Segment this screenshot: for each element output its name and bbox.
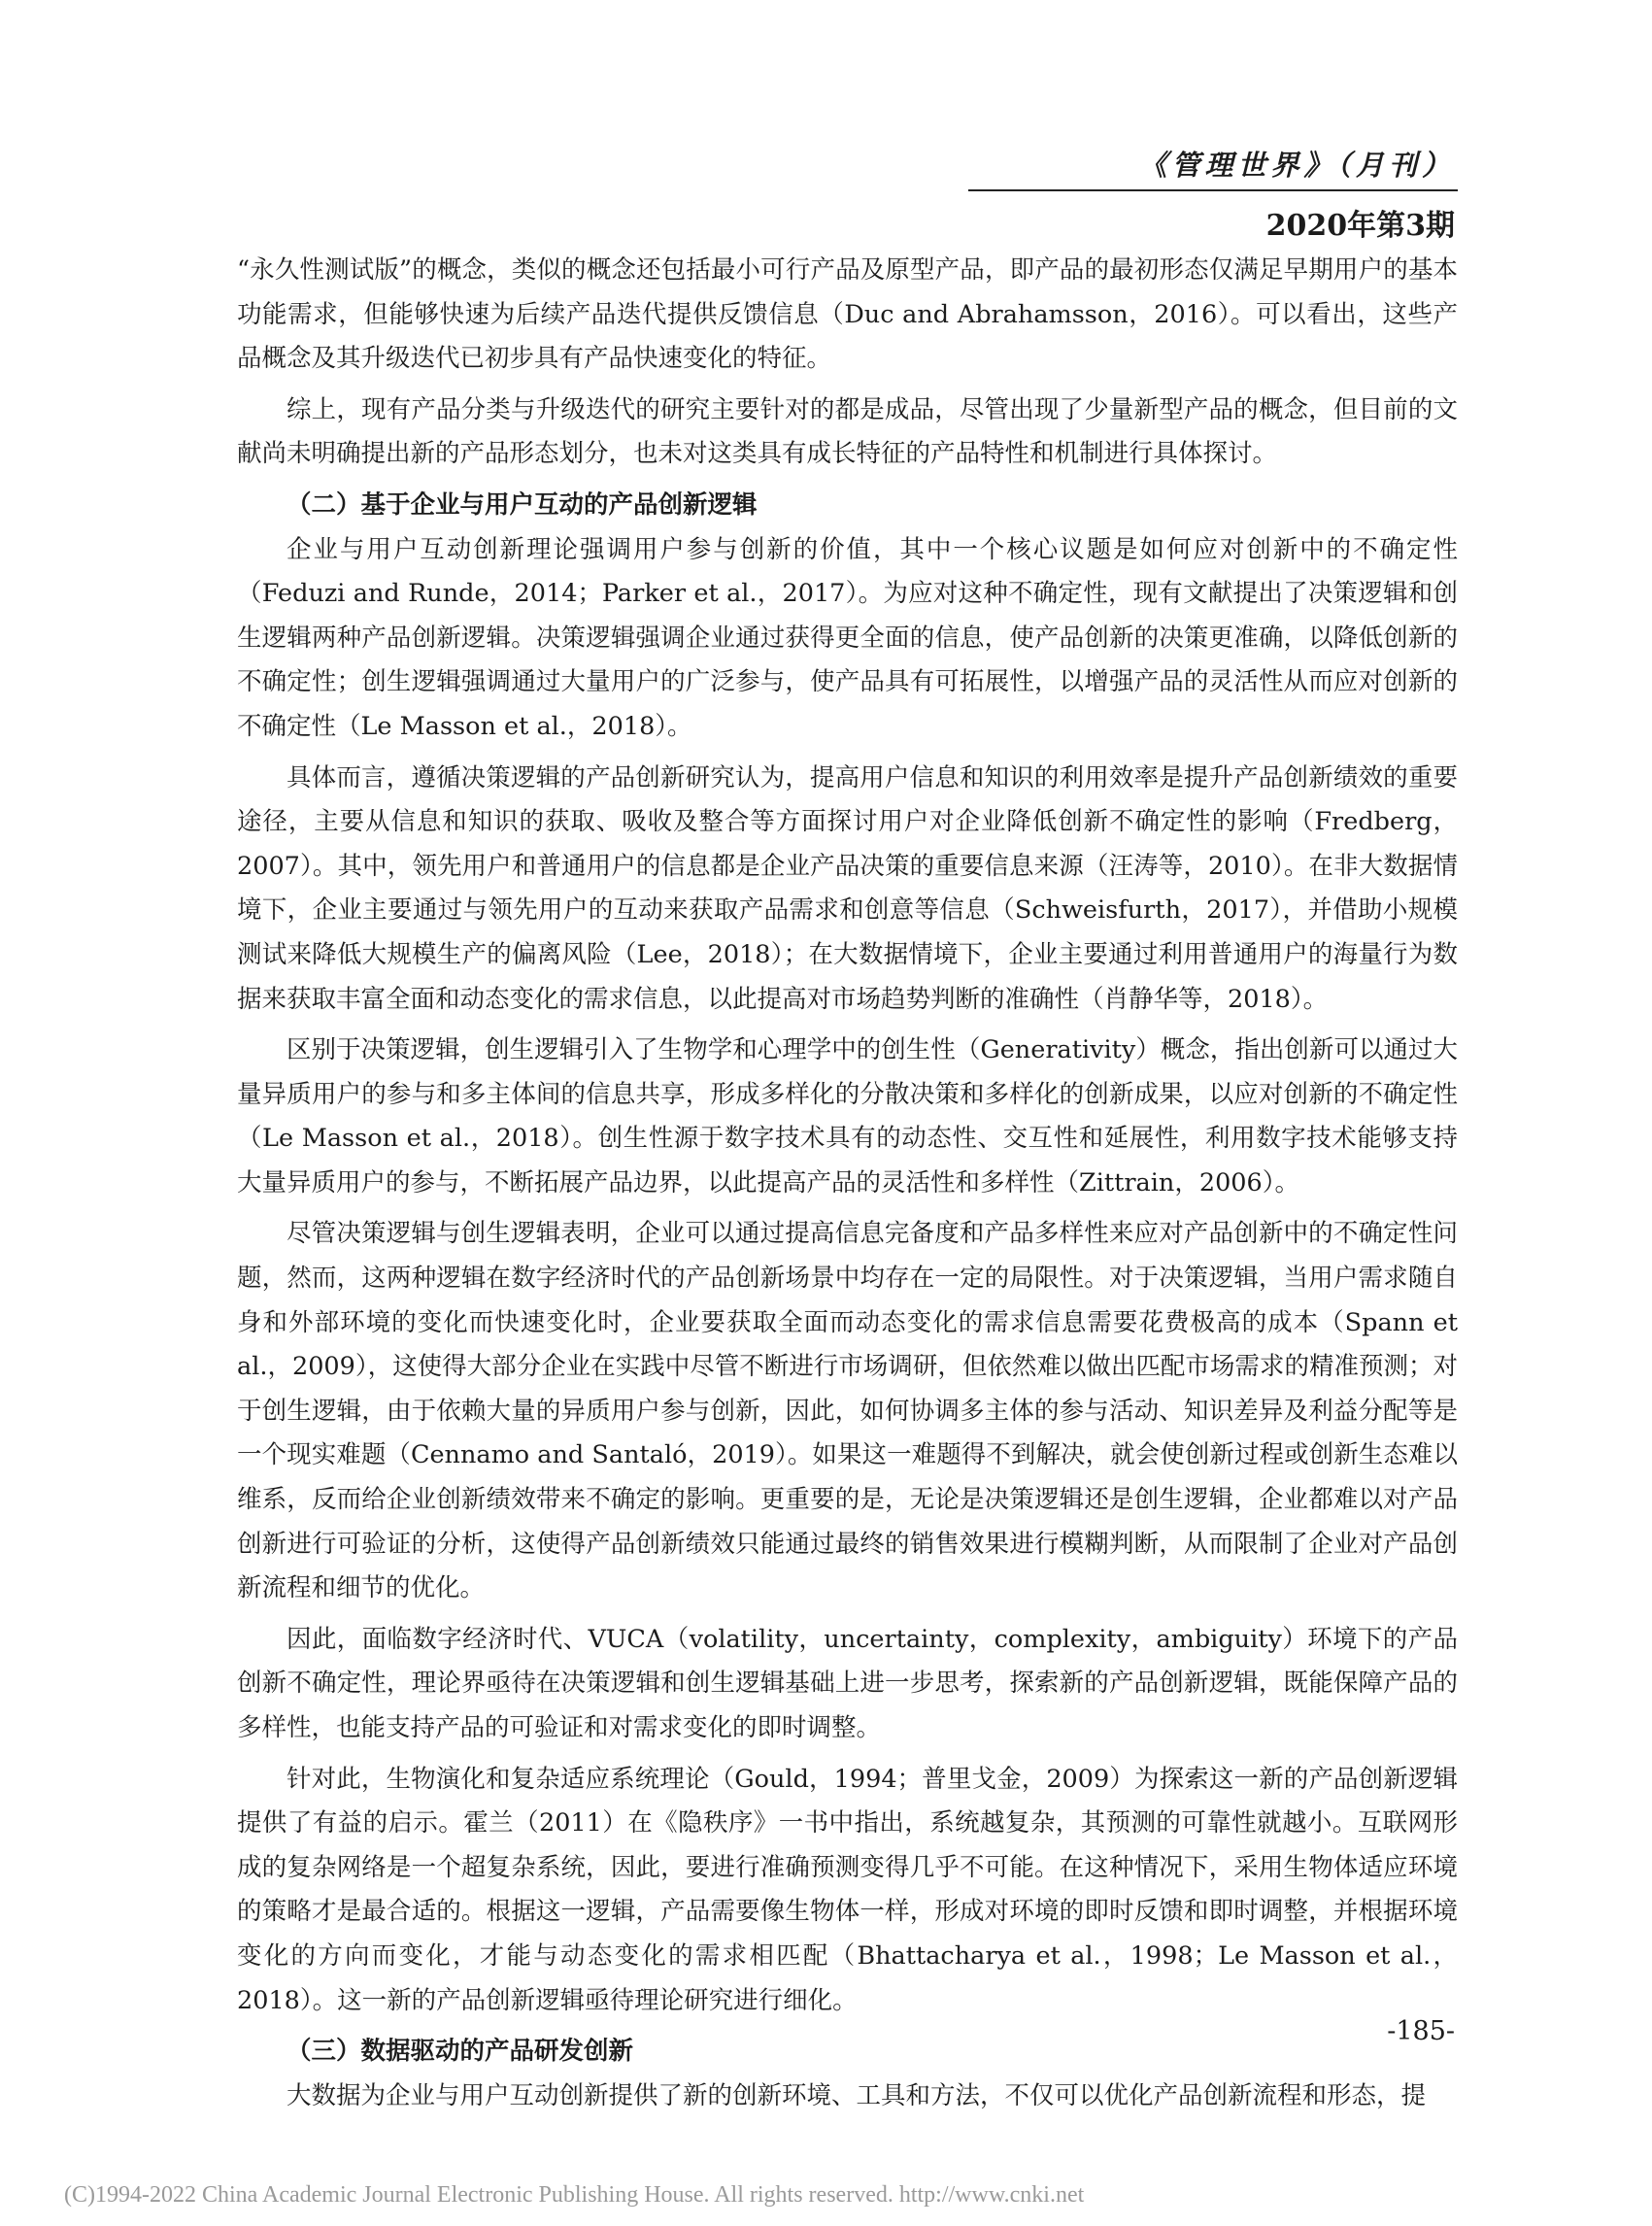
paragraph: 具体而言，遵循决策逻辑的产品创新研究认为，提高用户信息和知识的利用效率是提升产品创新绩效的重要途径，主要从信息和知识的获取、吸收及整合等方面探讨用户对企业降低创新不确定性的影响（Fredberg，2007）。其中，领先用户和普通用户的信息都是企业产品决策的重要信息来源（汪涛等，2010）。在非大数据情境下，企业主要通过与领先用户的互动来获取产品需求和创意等信息（Schweisfurth，2017），并借助小规模测试来降低大规模生产的偏离风险（Lee，2018）；在大数据情境下，企业主要通过利用普通用户的海量行为数据来获取丰富全面和动态变化的需求信息，以此提高对市场趋势判断的准确性（肖静华等，2018）。 (237, 762, 1458, 1014)
paragraph: “永久性测试版”的概念，类似的概念还包括最小可行产品及原型产品，即产品的最初形态仅满足早期用户的基本功能需求，但能够快速为后续产品迭代提供反馈信息（Duc and Abrahamsson，2016）。可以看出，这些产品概念及其升级迭代已初步具有产品快速变化的特征。 (237, 255, 1458, 374)
paragraph: 因此，面临数字经济时代、VUCA（volatility，uncertainty，complexity，ambiguity）环境下的产品创新不确定性，理论界亟待在决策逻辑和创生逻辑基础上进一步思考，探索新的产品创新逻辑，既能保障产品的多样性，也能支持产品的可验证和对需求变化的即时调整。 (237, 1624, 1458, 1742)
article-body (237, 249, 1458, 2118)
header-rule (968, 189, 1458, 191)
copyright-footer: (C)1994-2022 China Academic Journal Electronic Publishing House. All rights reserved. http://www.cnki.net (64, 2182, 1085, 2208)
journal-issue: 2020年第3期 (1265, 209, 1455, 243)
paragraph: 针对此，生物演化和复杂适应系统理论（Gould，1994；普里戈金，2009）为探索这一新的产品创新逻辑提供了有益的启示。霍兰（2011）在《隐秩序》一书中指出，系统越复杂，其预测的可靠性就越小。互联网形成的复杂网络是一个超复杂系统，因此，要进行准确预测变得几乎不可能。在这种情况下，采用生物体适应环境的策略才是最合适的。根据这一逻辑，产品需要像生物体一样，形成对环境的即时反馈和即时调整，并根据环境变化的方向而变化，才能与动态变化的需求相匹配（Bhattacharya et al.，1998；Le Masson et al.，2018）。这一新的产品创新逻辑亟待理论研究进行细化。 (237, 1764, 1458, 2015)
page-number: -185- (1387, 2016, 1455, 2046)
section-heading: （三）数据驱动的产品研发创新 (287, 2037, 634, 2067)
paragraph: 尽管决策逻辑与创生逻辑表明，企业可以通过提高信息完备度和产品多样性来应对产品创新中的不确定性问题，然而，这两种逻辑在数字经济时代的产品创新场景中均存在一定的局限性。对于决策逻辑，当用户需求随自身和外部环境的变化而快速变化时，企业要获取全面而动态变化的需求信息需要花费极高的成本（Spann et al.，2009），这使得大部分企业在实践中尽管不断进行市场调研，但依然难以做出匹配市场需求的精准预测；对于创生逻辑，由于依赖大量的异质用户参与创新，因此，如何协调多主体的参与活动、知识差异及利益分配等是一个现实难题（Cennamo and Santaló，2019）。如果这一难题得不到解决，就会使创新过程或创新生态难以维系，反而给企业创新绩效带来不确定的影响。更重要的是，无论是决策逻辑还是创生逻辑，企业都难以对产品创新进行可验证的分析，这使得产品创新绩效只能通过最终的销售效果进行模糊判断，从而限制了企业对产品创新流程和细节的优化。 (237, 1219, 1458, 1603)
section-heading: （二）基于企业与用户互动的产品创新逻辑 (287, 489, 758, 520)
paragraph: 区别于决策逻辑，创生逻辑引入了生物学和心理学中的创生性（Generativity）概念，指出创新可以通过大量异质用户的参与和多主体间的信息共享，形成多样化的分散决策和多样化的创新成果，以应对创新的不确定性（Le Masson et al.，2018）。创生性源于数字技术具有的动态性、交互性和延展性，利用数字技术能够支持大量异质用户的参与，不断拓展产品边界，以此提高产品的灵活性和多样性（Zittrain，2006）。 (237, 1035, 1458, 1197)
paragraph: 综上，现有产品分类与升级迭代的研究主要针对的都是成品，尽管出现了少量新型产品的概念，但目前的文献尚未明确提出新的产品形态划分，也未对这类具有成长特征的产品特性和机制进行具体探讨。 (237, 394, 1458, 469)
paragraph: 大数据为企业与用户互动创新提供了新的创新环境、工具和方法，不仅可以优化产品创新流程和形态，提 (287, 2080, 1427, 2110)
journal-title: 《管理世界》（月刊） (1138, 149, 1455, 182)
paragraph: 企业与用户互动创新理论强调用户参与创新的价值，其中一个核心议题是如何应对创新中的不确定性（Feduzi and Runde，2014；Parker et al.，2017）。为应对这种不确定性，现有文献提出了决策逻辑和创生逻辑两种产品创新逻辑。决策逻辑强调企业通过获得更全面的信息，使产品创新的决策更准确，以降低创新的不确定性；创生逻辑强调通过大量用户的广泛参与，使产品具有可拓展性，以增强产品的灵活性从而应对创新的不确定性（Le Masson et al.，2018）。 (237, 534, 1458, 741)
